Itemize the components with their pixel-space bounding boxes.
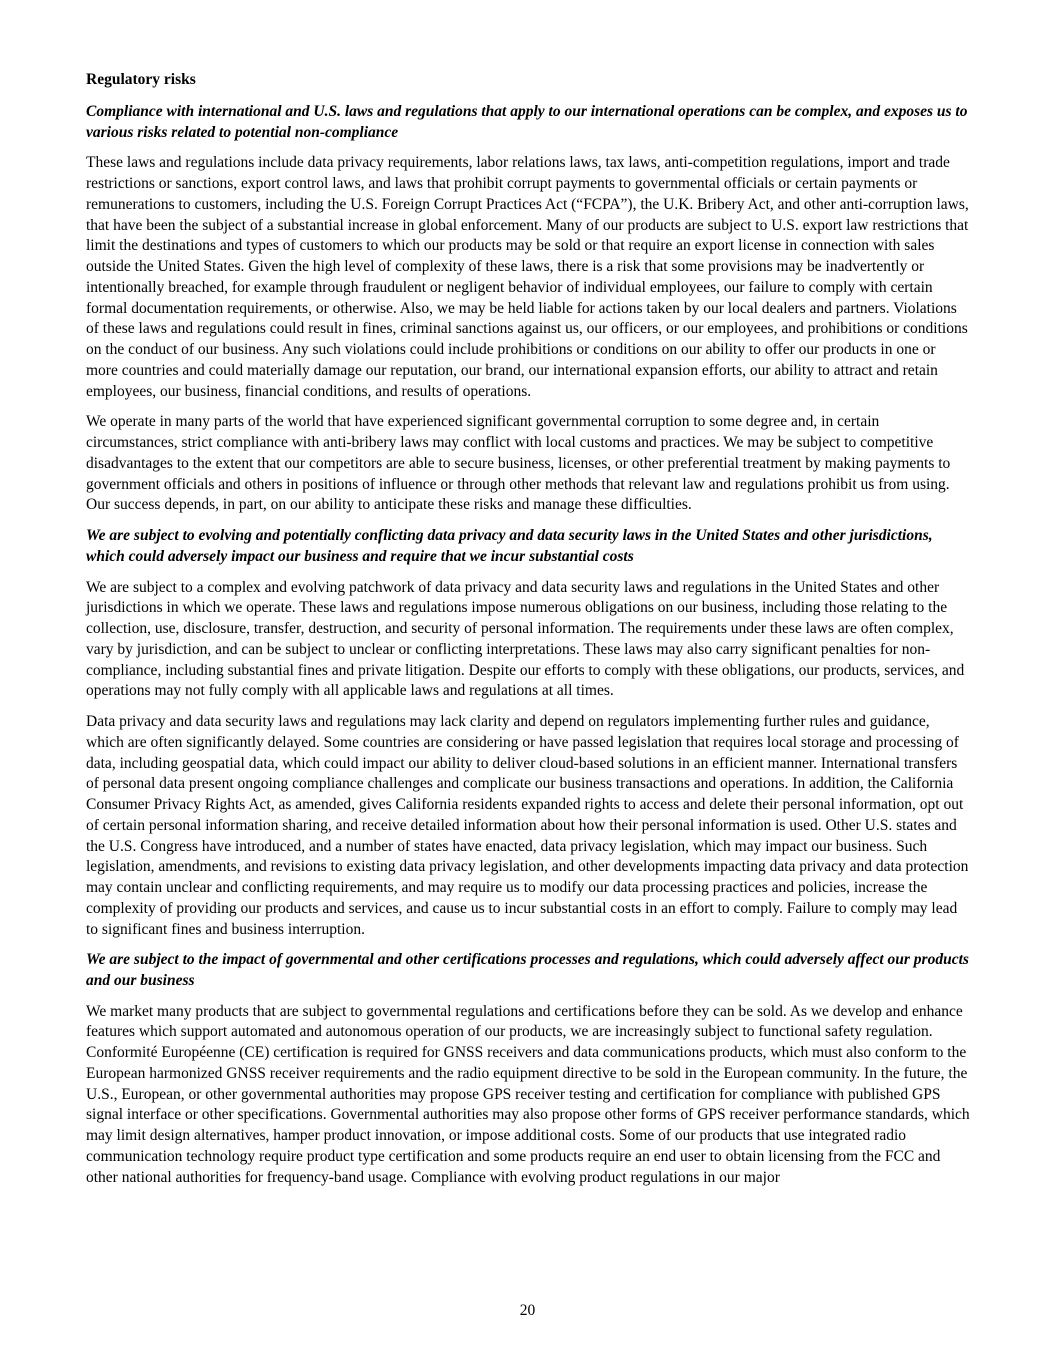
paragraph: We market many products that are subject to governmental regulations and certifications before they can be sold. As we develop and enhance features which support automated and autonomous operation of our products, we are increasingly subject to functional safety regulation. Conformité Européenne (CE) certification is required for GNSS receivers and data communications products, which must also conform to the European harmonized GNSS receiver requirements and the radio equipment directive to be sold in the European community. In the future, the U.S., European, or other governmental authorities may propose GPS receiver testing and certification for compliance with published GPS signal interface or other specifications. Governmental authorities may also propose other forms of GPS receiver performance standards, which may limit design alternatives, hamper product innovation, or impose additional costs. Some of our products that use integrated radio communication technology require product type certification and some products require an end user to obtain licensing from the FCC and other national authorities for frequency-band usage. Compliance with evolving product regulations in our major	[86, 1002, 970, 1186]
risk-heading-international-compliance: Compliance with international and U.S. laws and regulations that apply to our international operations can be complex, and exposes us to various risks related to potential non-compliance	[86, 103, 968, 141]
section-title: Regulatory risks	[86, 71, 196, 88]
paragraph: These laws and regulations include data privacy requirements, labor relations laws, tax laws, anti-competition regulations, import and trade restrictions or sanctions, export control laws, and laws that prohibit corrupt payments to governmental officials or certain payments or remunerations to customers, including the U.S. Foreign Corrupt Practices Act (“FCPA”), the U.K. Bribery Act, and other anti-corruption laws, that have been the subject of a substantial increase in global enforcement. Many of our products are subject to U.S. export law restrictions that limit the destinations and types of customers to which our products may be sold or that require an export license in connection with sales outside the United States. Given the high level of complexity of these laws, there is a risk that some provisions may be inadvertently or intentionally breached, for example through fraudulent or negligent behavior of individual employees, our failure to comply with certain formal documentation requirements, or otherwise. Also, we may be held liable for actions taken by our local dealers and partners. Violations of these laws and regulations could result in fines, criminal sanctions against us, our officers, or our employees, and prohibitions or conditions on the conduct of our business. Any such violations could include prohibitions or conditions on our ability to offer our products in one or more countries and could materially damage our reputation, our brand, our international expansion efforts, our ability to attract and retain employees, our business, financial conditions, and results of operations.	[86, 154, 969, 400]
risk-heading-certifications: We are subject to the impact of governmental and other certifications processes and regulations, which could adversely affect our products and our business	[86, 951, 969, 990]
paragraph: We are subject to a complex and evolving patchwork of data privacy and data security laws and regulations in the United States and other jurisdictions in which we operate. These laws and regulations impose numerous obligations on our business, including those relating to the collection, use, disclosure, transfer, destruction, and security of personal information. The requirements under these laws are often complex, vary by jurisdiction, and can be subject to unclear or conflicting interpretations. These laws may also carry significant penalties for non-compliance, including substantial fines and private litigation. Despite our efforts to comply with these obligations, our products, services, and operations may not fully comply with all applicable laws and regulations at all times.	[86, 578, 965, 700]
page-number: 20	[519, 1302, 536, 1319]
risk-heading-data-privacy: We are subject to evolving and potentially conflicting data privacy and data security laws in the United States and other jurisdictions, which could adversely impact our business and require that we incur substantial costs	[86, 527, 933, 565]
paragraph: Data privacy and data security laws and regulations may lack clarity and depend on regulators implementing further rules and guidance, which are often significantly delayed. Some countries are considering or have passed legislation that requires local storage and processing of data, including geospatial data, which could impact our ability to deliver cloud-based solutions in an efficient manner. International transfers of personal data present ongoing compliance challenges and complicate our business transactions and operations. In addition, the California Consumer Privacy Rights Act, as amended, gives California residents expanded rights to access and delete their personal information, opt out of certain personal information sharing, and receive detailed information about how their personal information is used. Other U.S. states and the U.S. Congress have introduced, and a number of states have enacted, data privacy legislation, which may impact our business. Such legislation, amendments, and revisions to existing data privacy legislation, and other developments impacting data privacy and data protection may contain unclear and conflicting requirements, and may require us to modify our data processing practices and policies, increase the complexity of providing our products and services, and cause us to incur substantial costs in an effort to comply. Failure to comply may lead to significant fines and business interruption.	[86, 713, 969, 938]
paragraph: We operate in many parts of the world that have experienced significant governmental corruption to some degree and, in certain circumstances, strict compliance with anti-bribery laws may conflict with local customs and practices. We may be subject to competitive disadvantages to the extent that our competitors are able to secure business, licenses, or other preferential treatment by making payments to government officials and others in positions of influence or through other methods that relevant law and regulations prohibit us from using. Our success depends, in part, on our ability to anticipate these risks and manage these difficulties.	[86, 413, 951, 514]
document-page	[86, 70, 971, 1198]
